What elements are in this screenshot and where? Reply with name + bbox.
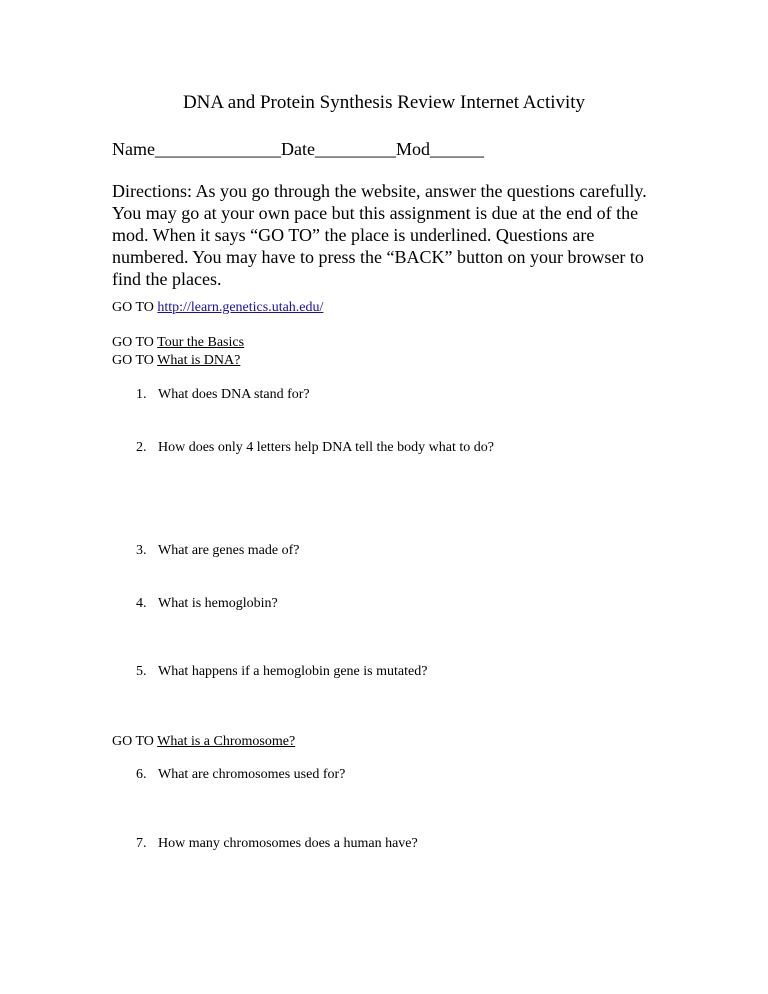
question-text: What are chromosomes used for? — [158, 767, 346, 782]
name-date-mod-line: Name______________Date_________Mod______ — [112, 139, 484, 159]
goto-what-is-dna — [112, 352, 240, 370]
question-text: What is hemoglobin? — [158, 596, 278, 611]
question-text: What does DNA stand for? — [158, 387, 310, 402]
goto-website — [112, 299, 323, 317]
goto-label: GO TO — [112, 734, 154, 749]
question-number: 5. — [136, 664, 147, 679]
tour-the-basics-link[interactable]: Tour the Basics — [157, 335, 245, 350]
goto-tour-the-basics — [112, 334, 244, 352]
question-item — [136, 595, 278, 613]
goto-label: GO TO — [112, 335, 154, 350]
what-is-dna-link[interactable]: What is DNA? — [157, 353, 241, 368]
question-item — [136, 766, 345, 784]
directions-line: find the places. — [112, 269, 222, 289]
question-number: 3. — [136, 543, 147, 558]
website-link[interactable]: http://learn.genetics.utah.edu/ — [157, 300, 324, 315]
goto-label: GO TO — [112, 353, 154, 368]
question-number: 7. — [136, 836, 147, 851]
directions-line: numbered. You may have to press the “BACK” button on your browser to — [112, 247, 644, 267]
directions-line: mod. When it says “GO TO” the place is underlined. Questions are — [112, 225, 595, 245]
question-item — [136, 663, 427, 681]
question-text: How does only 4 letters help DNA tell the body what to do? — [158, 440, 494, 455]
question-text: What happens if a hemoglobin gene is mutated? — [158, 664, 428, 679]
question-item — [136, 439, 494, 457]
what-is-a-chromosome-link[interactable]: What is a Chromosome? — [157, 734, 296, 749]
goto-label: GO TO — [112, 300, 154, 315]
directions-line: You may go at your own pace but this assignment is due at the end of the — [112, 203, 639, 223]
question-item — [136, 542, 299, 560]
directions-line: Directions: As you go through the website, answer the questions carefully. — [112, 181, 647, 201]
directions-paragraph — [112, 180, 652, 290]
goto-what-is-a-chromosome — [112, 733, 295, 751]
question-number: 4. — [136, 596, 147, 611]
page-title: DNA and Protein Synthesis Review Internet Activity — [182, 92, 586, 113]
question-number: 1. — [136, 387, 147, 402]
question-number: 6. — [136, 767, 147, 782]
question-number: 2. — [136, 440, 147, 455]
question-item — [136, 835, 418, 853]
question-text: How many chromosomes does a human have? — [158, 836, 418, 851]
question-text: What are genes made of? — [158, 543, 300, 558]
question-item — [136, 386, 310, 404]
